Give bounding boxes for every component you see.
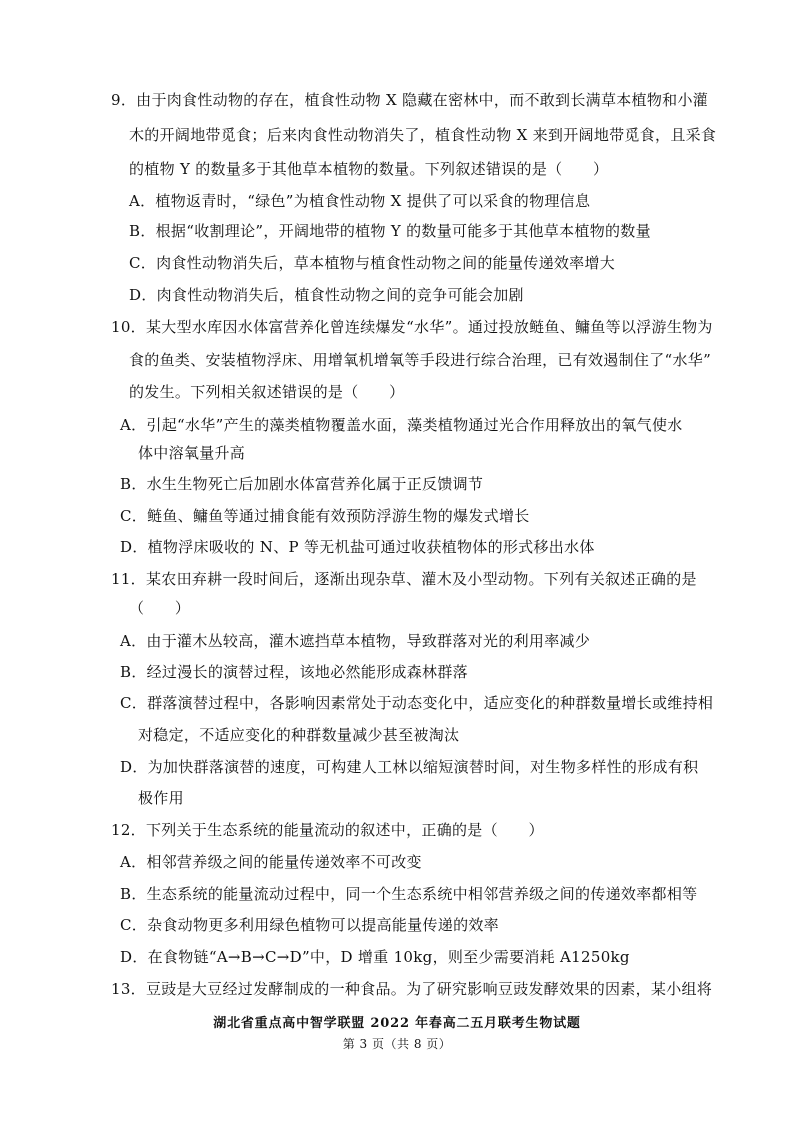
question-10-option-d: D．植物浮床吸收的 N、P 等无机盐可通过收获植物体的形式移出水体	[120, 538, 595, 556]
question-12-option-a: A．相邻营养级之间的能量传递效率不可改变	[120, 853, 422, 871]
question-12-option-c: C．杂食动物更多利用绿色植物可以提高能量传递的效率	[120, 916, 499, 934]
page-number: 第 3 页（共 8 页）	[342, 1037, 452, 1051]
question-10-stem-line-3: 的发生。下列相关叙述错误的是（ ）	[129, 383, 405, 401]
question-13-stem-line-1: 13．豆豉是大豆经过发酵制成的一种食品。为了研究影响豆豉发酵效果的因素，某小组将	[111, 980, 713, 998]
question-9-option-a: A．植物返青时，“绿色”为植食性动物 X 提供了可以采食的物理信息	[129, 192, 591, 210]
question-9-stem-line-3: 的植物 Y 的数量多于其他草本植物的数量。下列叙述错误的是（ ）	[129, 160, 609, 178]
footer-title: 湖北省重点高中智学联盟 2022 年春高二五月联考生物试题	[213, 1016, 581, 1031]
question-11-stem-line-2: （ ）	[129, 599, 191, 617]
question-10-option-c: C．鲢鱼、鳙鱼等通过捕食能有效预防浮游生物的爆发式增长	[120, 507, 530, 525]
question-11-option-d: D．为加快群落演替的速度，可构建人工林以缩短演替时间，对生物多样性的形成有积	[120, 758, 699, 776]
question-9-option-b: B．根据“收割理论”，开阔地带的植物 Y 的数量可能多于其他草本植物的数量	[129, 222, 651, 240]
question-10-option-b: B．水生生物死亡后加剧水体富营养化属于正反馈调节	[120, 475, 484, 493]
question-11-option-b: B．经过漫长的演替过程，该地必然能形成森林群落	[120, 663, 468, 681]
question-11-option-a: A．由于灌木丛较高，灌木遮挡草本植物，导致群落对光的利用率减少	[120, 632, 591, 650]
question-9-option-d: D．肉食性动物消失后，植食性动物之间的竞争可能会加剧	[129, 286, 524, 304]
question-9-stem-line-1: 9．由于肉食性动物的存在，植食性动物 X 隐藏在密林中，而不敢到长满草本植物和小灌	[111, 91, 709, 109]
question-11-option-d-cont: 极作用	[138, 789, 184, 807]
question-12-stem-line-1: 12．下列关于生态系统的能量流动的叙述中，正确的是（ ）	[111, 821, 544, 839]
question-12-option-d: D．在食物链“A→B→C→D”中，D 增重 10kg，则至少需要消耗 A1250kg	[120, 948, 630, 966]
question-11-option-c: C．群落演替过程中，各影响因素常处于动态变化中，适应变化的种群数量增长或维持相	[120, 694, 714, 712]
question-10-option-a-cont: 体中溶氧量升高	[138, 444, 246, 462]
question-10-option-a: A．引起“水华”产生的藻类植物覆盖水面，藻类植物通过光合作用释放出的氧气使水	[120, 416, 683, 434]
question-10-stem-line-2: 食的鱼类、安装植物浮床、用增氧机增氧等手段进行综合治理，已有效遏制住了“水华”	[129, 351, 712, 369]
question-9-option-c: C．肉食性动物消失后，草本植物与植食性动物之间的能量传递效率增大	[129, 254, 616, 272]
question-10-stem-line-1: 10．某大型水库因水体富营养化曾连续爆发“水华”。通过投放鲢鱼、鳙鱼等以浮游生物为	[111, 318, 713, 336]
question-9-stem-line-2: 木的开阔地带觅食；后来肉食性动物消失了，植食性动物 X 来到开阔地带觅食，且采食	[129, 126, 717, 144]
question-11-option-c-cont: 对稳定，不适应变化的种群数量减少甚至被淘汰	[138, 726, 460, 744]
question-12-option-b: B．生态系统的能量流动过程中，同一个生态系统中相邻营养级之间的传递效率都相等	[120, 885, 698, 903]
question-11-stem-line-1: 11．某农田弃耕一段时间后，逐渐出现杂草、灌木及小型动物。下列有关叙述正确的是	[111, 570, 697, 588]
